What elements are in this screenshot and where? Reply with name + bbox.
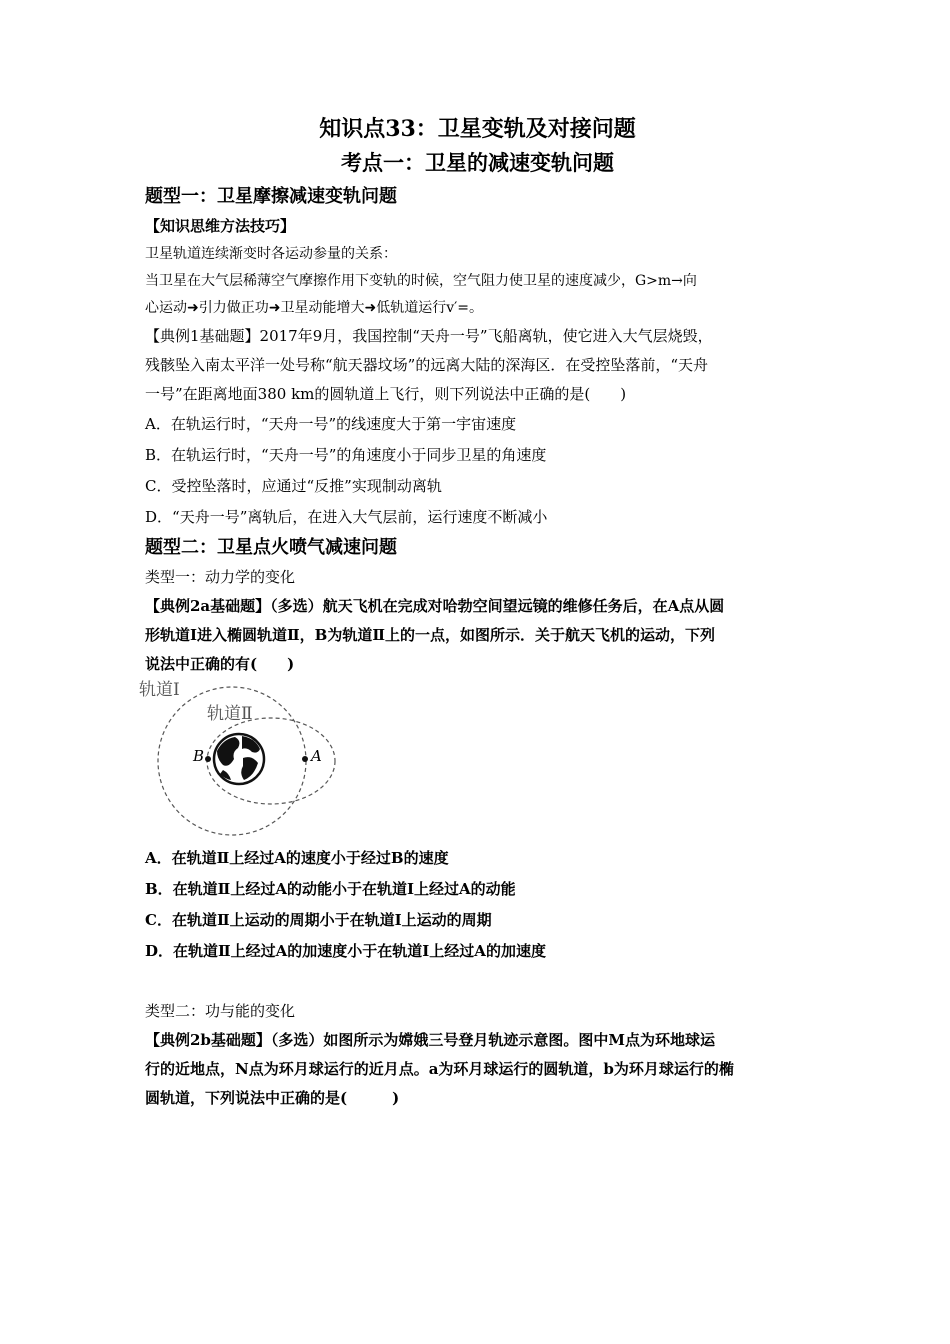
page-title: 知识点33：卫星变轨及对接问题 bbox=[319, 116, 636, 142]
example2b-text: 圆轨道，下列说法中正确的是( ) bbox=[145, 1089, 400, 1107]
example2a-option-b: B．在轨道Ⅱ上经过A的动能小于在轨道Ⅰ上经过A的动能 bbox=[145, 880, 516, 898]
type2-subheading-2: 类型二：功与能的变化 bbox=[145, 1002, 296, 1020]
point-a-label: A bbox=[311, 747, 322, 765]
example1-text: 一号”在距离地面380 km的圆轨道上飞行，则下列说法中正确的是( ) bbox=[145, 385, 627, 403]
point-a-dot bbox=[302, 756, 308, 762]
example1-text: 【典例1基础题】2017年9月，我国控制“天舟一号”飞船离轨，使它进入大气层烧毁， bbox=[145, 327, 713, 345]
tips-line: 心运动➜引力做正功➜卫星动能增大➜低轨道运行v′=。 bbox=[145, 300, 484, 316]
orbit-diagram bbox=[139, 679, 349, 839]
type2-heading: 题型二：卫星点火喷气减速问题 bbox=[145, 537, 397, 558]
example1-option-d: D．“天舟一号”离轨后，在进入大气层前，运行速度不断减小 bbox=[145, 508, 548, 526]
point-b-dot bbox=[205, 756, 211, 762]
example2b-text: 【典例2b基础题】（多选）如图所示为嫦娥三号登月轨迹示意图。图中M点为环地球运 bbox=[145, 1031, 716, 1049]
example1-option-a: A．在轨运行时，“天舟一号”的线速度大于第一宇宙速度 bbox=[145, 415, 517, 433]
example1-text: 残骸坠入南太平洋一处号称“航天器坟场”的远离大陆的深海区．在受控坠落前，“天舟 bbox=[145, 356, 709, 374]
example2a-option-c: C．在轨道Ⅱ上运动的周期小于在轨道Ⅰ上运动的周期 bbox=[145, 911, 492, 929]
example2a-text: 【典例2a基础题】（多选）航天飞机在完成对哈勃空间望远镜的维修任务后，在A点从圆 bbox=[145, 597, 725, 615]
example2a-text: 形轨道Ⅰ进入椭圆轨道Ⅱ，B为轨道Ⅱ上的一点，如图所示．关于航天飞机的运动，下列 bbox=[145, 626, 715, 644]
tips-line: 卫星轨道连续渐变时各运动参量的关系： bbox=[145, 246, 397, 262]
example2b-text: 行的近地点，N点为环月球运行的近月点。a为环月球运行的圆轨道，b为环月球运行的椭 bbox=[145, 1060, 734, 1078]
example2a-option-d: D．在轨道Ⅱ上经过A的加速度小于在轨道Ⅰ上经过A的加速度 bbox=[145, 942, 546, 960]
section-subtitle: 考点一：卫星的减速变轨问题 bbox=[341, 150, 614, 175]
orbit-1-label: 轨道Ⅰ bbox=[139, 680, 180, 700]
earth-icon bbox=[214, 734, 264, 784]
point-b-label: B bbox=[193, 747, 205, 765]
example1-option-c: C．受控坠落时，应通过“反推”实现制动离轨 bbox=[145, 477, 442, 495]
spacer bbox=[145, 967, 810, 997]
orbit-2-label: 轨道Ⅱ bbox=[207, 704, 253, 724]
example2a-text: 说法中正确的有( ) bbox=[145, 655, 295, 673]
document-content bbox=[139, 112, 810, 1113]
type2-subheading-1: 类型一：动力学的变化 bbox=[145, 568, 296, 586]
type1-heading: 题型一：卫星摩擦减速变轨问题 bbox=[145, 186, 397, 207]
tips-label: 【知识思维方法技巧】 bbox=[145, 217, 296, 235]
example1-option-b: B．在轨运行时，“天舟一号”的角速度小于同步卫星的角速度 bbox=[145, 446, 547, 464]
example2a-option-a: A．在轨道Ⅱ上经过A的速度小于经过B的速度 bbox=[145, 849, 449, 867]
tips-line: 当卫星在大气层稀薄空气摩擦作用下变轨的时候，空气阻力使卫星的速度减少，G>m→向 bbox=[145, 273, 697, 289]
